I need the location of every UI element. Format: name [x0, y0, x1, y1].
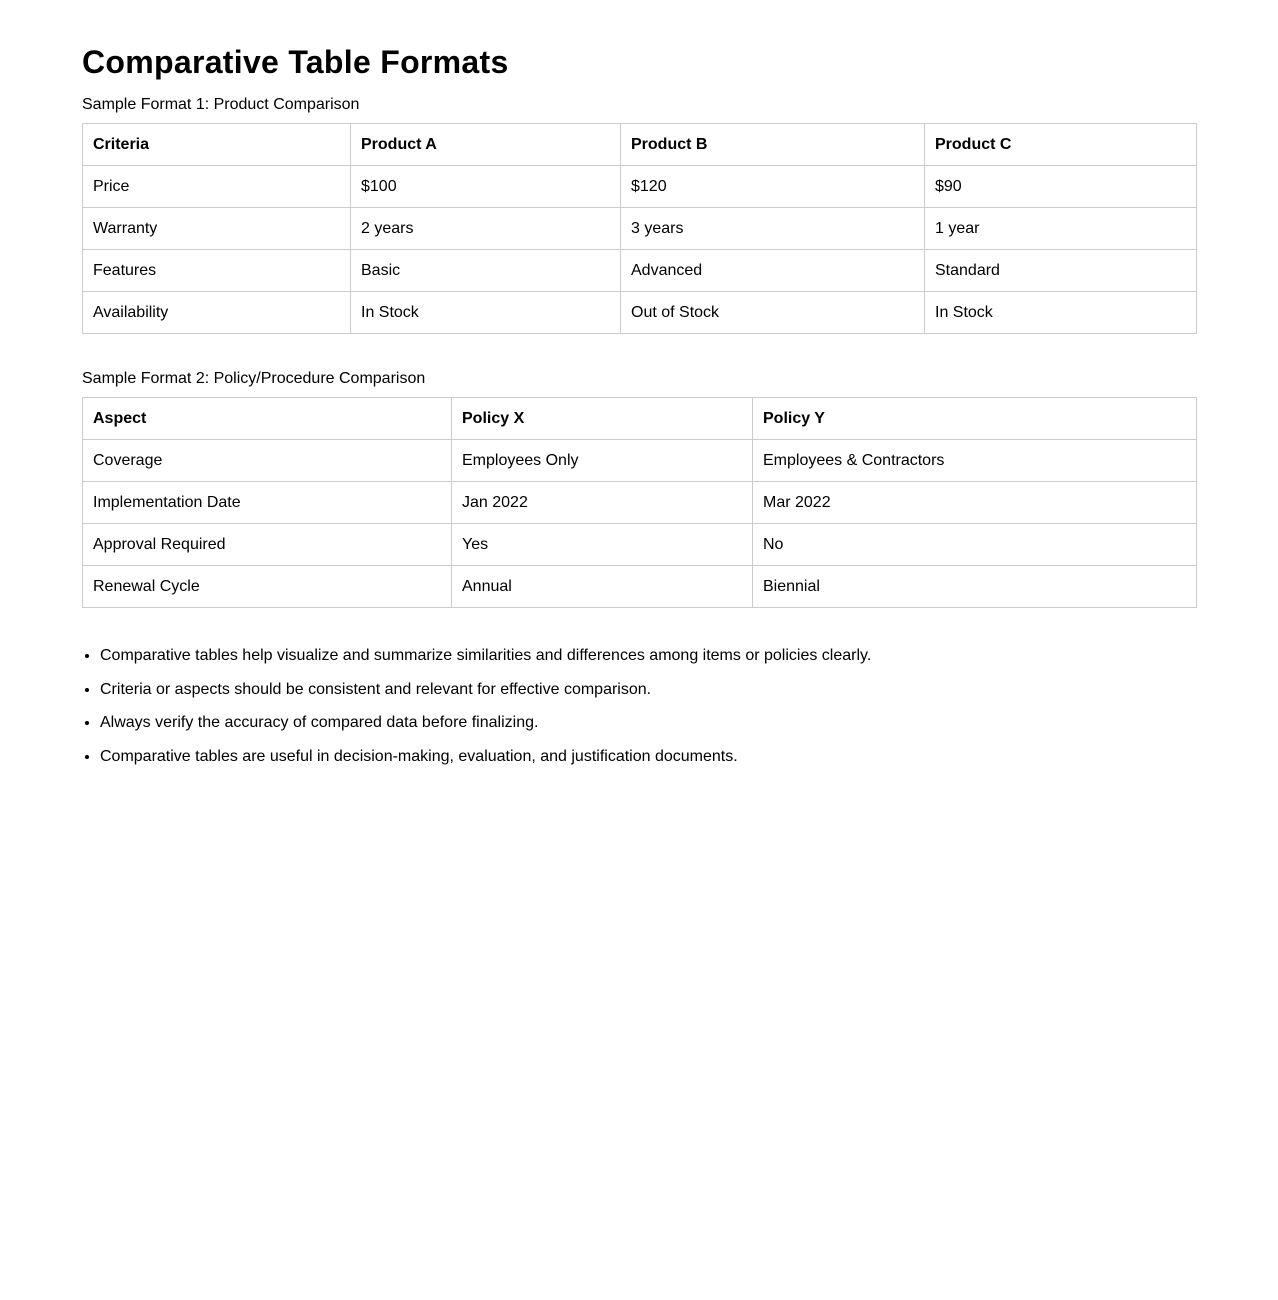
- table-row: [83, 166, 1197, 208]
- notes-list: [82, 646, 871, 780]
- table-cell: $90: [925, 166, 1197, 208]
- column-header: Aspect: [83, 398, 452, 440]
- table-row: [83, 566, 1197, 608]
- column-header: Product B: [621, 124, 925, 166]
- list-item: • Comparative tables are useful in decision-making, evaluation, and justification documents.: [100, 747, 871, 767]
- policy-comparison-caption: Sample Format 2: Policy/Procedure Comparison: [82, 370, 426, 387]
- table-header-row: [83, 124, 1197, 166]
- column-header: Criteria: [83, 124, 351, 166]
- table-cell: Biennial: [753, 566, 1197, 608]
- table-row: [83, 524, 1197, 566]
- table-cell: In Stock: [925, 292, 1197, 334]
- table-cell: Coverage: [83, 440, 452, 482]
- table-cell: Employees & Contractors: [753, 440, 1197, 482]
- table-row: [83, 482, 1197, 524]
- table-cell: $120: [621, 166, 925, 208]
- table-header-row: [83, 398, 1197, 440]
- table-cell: Standard: [925, 250, 1197, 292]
- table-row: [83, 208, 1197, 250]
- table-cell: Jan 2022: [452, 482, 753, 524]
- list-item: • Always verify the accuracy of compared data before finalizing.: [100, 713, 871, 733]
- table-cell: Approval Required: [83, 524, 452, 566]
- product-comparison-caption: Sample Format 1: Product Comparison: [82, 96, 360, 113]
- table-cell: 1 year: [925, 208, 1197, 250]
- table-cell: Yes: [452, 524, 753, 566]
- list-item: • Criteria or aspects should be consistent and relevant for effective comparison.: [100, 680, 871, 700]
- list-item: • Comparative tables help visualize and summarize similarities and differences among items or policies clearly.: [100, 646, 871, 666]
- table-cell: 2 years: [351, 208, 621, 250]
- column-header: Policy X: [452, 398, 753, 440]
- table-cell: Advanced: [621, 250, 925, 292]
- table-cell: $100: [351, 166, 621, 208]
- table-cell: No: [753, 524, 1197, 566]
- table-cell: Employees Only: [452, 440, 753, 482]
- column-header: Product C: [925, 124, 1197, 166]
- table-cell: In Stock: [351, 292, 621, 334]
- table-cell: Mar 2022: [753, 482, 1197, 524]
- table-row: [83, 440, 1197, 482]
- table-cell: 3 years: [621, 208, 925, 250]
- product-comparison-table: [82, 123, 1197, 334]
- table-cell: Availability: [83, 292, 351, 334]
- table-cell: Out of Stock: [621, 292, 925, 334]
- column-header: Policy Y: [753, 398, 1197, 440]
- policy-comparison-table: [82, 397, 1197, 608]
- table-cell: Basic: [351, 250, 621, 292]
- table-row: [83, 292, 1197, 334]
- table-row: [83, 250, 1197, 292]
- column-header: Product A: [351, 124, 621, 166]
- table-cell: Warranty: [83, 208, 351, 250]
- table-cell: Implementation Date: [83, 482, 452, 524]
- table-cell: Annual: [452, 566, 753, 608]
- table-cell: Price: [83, 166, 351, 208]
- page-title: Comparative Table Formats: [82, 44, 509, 80]
- table-cell: Renewal Cycle: [83, 566, 452, 608]
- table-cell: Features: [83, 250, 351, 292]
